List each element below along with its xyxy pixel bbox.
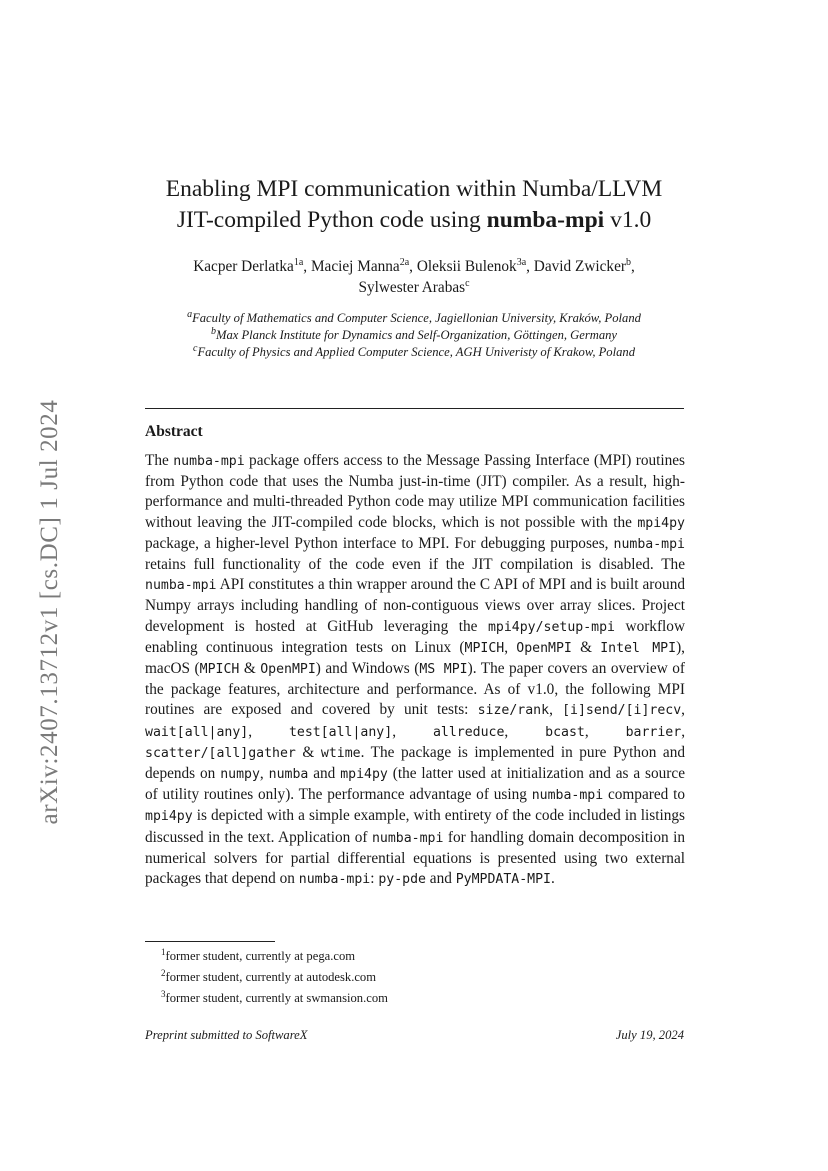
- affiliation-mark: b: [210, 325, 216, 337]
- inline-code: MPICH: [199, 662, 240, 678]
- author-name: Oleksii Bulenok: [416, 258, 517, 275]
- footnote-mark: 3: [161, 988, 166, 999]
- footnote-text: former student, currently at pega.com: [165, 949, 356, 964]
- footnote: [161, 986, 388, 1007]
- inline-code: wait[all|any]: [145, 724, 249, 740]
- author-name: Kacper Derlatka: [193, 258, 294, 275]
- author-sep: ,: [630, 258, 635, 275]
- inline-code: numba-mpi: [173, 454, 245, 469]
- author-affil-mark: 1a: [293, 256, 304, 268]
- abstract-text: ,: [681, 722, 686, 740]
- inline-code: PyMPDATA-MPI: [455, 872, 551, 888]
- inline-code: size/rank: [477, 703, 550, 719]
- abstract-text: ,: [584, 722, 626, 740]
- affiliation-text: Faculty of Mathematics and Computer Science, Jagiellonian University, Kraków, Poland: [192, 311, 641, 325]
- inline-code: py-pde: [378, 872, 426, 888]
- author-affil-mark: b: [625, 256, 631, 268]
- footnote-mark: 2: [161, 967, 166, 978]
- affiliations: [130, 310, 698, 361]
- author-affil-mark: 2a: [399, 256, 410, 268]
- inline-code: mpi4py: [637, 515, 685, 531]
- footnote: [161, 944, 388, 965]
- abstract-text: and: [425, 870, 456, 888]
- inline-code: MPICH: [464, 640, 505, 656]
- abstract-text: ,: [504, 638, 517, 656]
- footnote: [161, 965, 388, 986]
- abstract-text: ), macOS (: [145, 638, 685, 678]
- author-sep: ,: [409, 258, 417, 275]
- abstract-text: ). The paper covers an overview of the package features, architecture and performance. As of v1.0, the following MPI routines are exposed and covered by unit tests:: [145, 660, 686, 719]
- preprint-note: Preprint submitted to SoftwareX: [145, 1028, 308, 1042]
- arxiv-stamp-text: arXiv:2407.13712v1 [cs.DC] 1 Jul 2024: [36, 399, 63, 825]
- title-line-2-prefix: JIT-compiled Python code using: [176, 207, 487, 233]
- abstract-heading: Abstract: [145, 423, 203, 440]
- inline-code: barrier: [625, 724, 682, 740]
- inline-code: wtime: [320, 745, 361, 761]
- inline-code: mpi4py/setup-mpi: [487, 619, 615, 635]
- abstract-text: for handling domain decomposition in numerical solvers for partial differential equations is presented using two external packages that depend on: [145, 828, 686, 888]
- abstract-text: :: [370, 870, 379, 888]
- inline-code: numba-mpi: [531, 788, 604, 804]
- footnote-text: former student, currently at swmansion.com: [165, 991, 388, 1006]
- abstract-text: API constitutes a thin wrapper around the C API of MPI and is built around Numpy arrays including handling of non-contiguous views over array slices. Project development is hosted at GitHub leveraging the: [145, 576, 685, 635]
- affiliation-text: Faculty of Physics and Applied Computer Science, AGH Univeristy of Krakow, Poland: [197, 345, 635, 359]
- inline-code: allreduce: [432, 724, 505, 740]
- author-list: [140, 256, 688, 298]
- author-line-1: [140, 256, 688, 277]
- abstract-text: . The package is implemented in pure Python and depends on: [145, 743, 686, 783]
- author-name: Maciej Manna: [310, 258, 400, 275]
- abstract-text: The: [145, 452, 174, 469]
- affiliation-line: [130, 310, 698, 327]
- abstract-text: ,: [259, 765, 269, 783]
- abstract-text: compared to: [603, 786, 685, 804]
- inline-code: numba-mpi: [145, 578, 217, 594]
- inline-code: numpy: [220, 767, 260, 783]
- affiliation-mark: a: [187, 308, 193, 320]
- footnotes: [145, 944, 388, 1007]
- abstract-text: package, a higher-level Python interface to MPI. For debugging purposes,: [145, 534, 614, 552]
- abstract-text: (the latter used at initialization and as a source of utility routines only). The performance advantage of using: [145, 765, 685, 804]
- inline-code: OpenMPI: [260, 662, 316, 678]
- inline-code: numba-mpi: [613, 536, 685, 552]
- paper-title: [140, 174, 688, 236]
- inline-code: bcast: [545, 724, 585, 740]
- inline-code: numba: [268, 767, 309, 783]
- preprint-date: July 19, 2024: [615, 1028, 684, 1042]
- abstract-text: ,: [504, 722, 546, 740]
- inline-code: numba-mpi: [371, 830, 444, 846]
- abstract-text: ,: [248, 722, 289, 740]
- footnote-rule: [145, 941, 275, 942]
- author-sep: ,: [526, 258, 534, 275]
- abstract-text: &: [571, 638, 601, 656]
- abstract-text: ,: [681, 701, 685, 719]
- author-affil-mark: c: [465, 277, 470, 289]
- affiliation-line: [130, 327, 698, 344]
- affiliation-mark: c: [192, 342, 198, 354]
- inline-code: mpi4py: [340, 767, 388, 783]
- title-package-name: numba-mpi: [486, 207, 605, 233]
- abstract-body: [145, 451, 685, 890]
- abstract-top-rule: [145, 408, 684, 409]
- abstract-text: ,: [549, 701, 563, 719]
- inline-code: [i]send/[i]recv: [562, 703, 682, 719]
- inline-code: test[all|any]: [288, 724, 393, 740]
- abstract-text: package offers access to the Message Passing Interface (MPI) routines from Python code that uses the Numba just-in-time (JIT) compiler. As a result, high-performance and multi-threaded Python code may utilize MPI communication facilities without leaving the JIT-compiled code blocks, which is not possible with the: [145, 452, 686, 531]
- abstract-text: and: [308, 765, 341, 783]
- author-line-2: [140, 277, 688, 298]
- footnote-text: former student, currently at autodesk.com: [165, 970, 377, 985]
- inline-code: OpenMPI: [516, 640, 572, 656]
- author-name: David Zwicker: [533, 258, 626, 275]
- author-name: Sylwester Arabas: [358, 279, 466, 296]
- abstract-text: ) and Windows (: [315, 660, 420, 678]
- inline-code: Intel MPI: [600, 640, 677, 656]
- author-sep: ,: [303, 258, 311, 275]
- abstract-text: ,: [392, 722, 433, 740]
- title-line-2: [140, 205, 688, 236]
- inline-code: MS MPI: [419, 662, 468, 678]
- title-version: v1.0: [604, 207, 652, 233]
- abstract-text: .: [550, 870, 555, 888]
- inline-code: mpi4py: [145, 809, 193, 825]
- abstract-text: is depicted with a simple example, with entirety of the code included in listings discussed in the text. Application of: [145, 807, 685, 846]
- inline-code: numba-mpi: [298, 872, 371, 888]
- abstract-text: &: [295, 743, 321, 761]
- affiliation-line: [130, 344, 698, 361]
- footnote-mark: 1: [161, 947, 166, 957]
- affiliation-text: Max Planck Institute for Dynamics and Self-Organization, Göttingen, Germany: [215, 328, 618, 342]
- abstract-text: &: [239, 660, 261, 678]
- inline-code: scatter/[all]gather: [145, 745, 296, 761]
- abstract-text: retains full functionality of the code even if the JIT compilation is disabled. The: [145, 556, 685, 574]
- title-line-1: Enabling MPI communication within Numba/LLVM: [165, 176, 663, 202]
- author-affil-mark: 3a: [516, 256, 527, 268]
- abstract-text: workflow enabling continuous integration tests on Linux (: [145, 617, 685, 656]
